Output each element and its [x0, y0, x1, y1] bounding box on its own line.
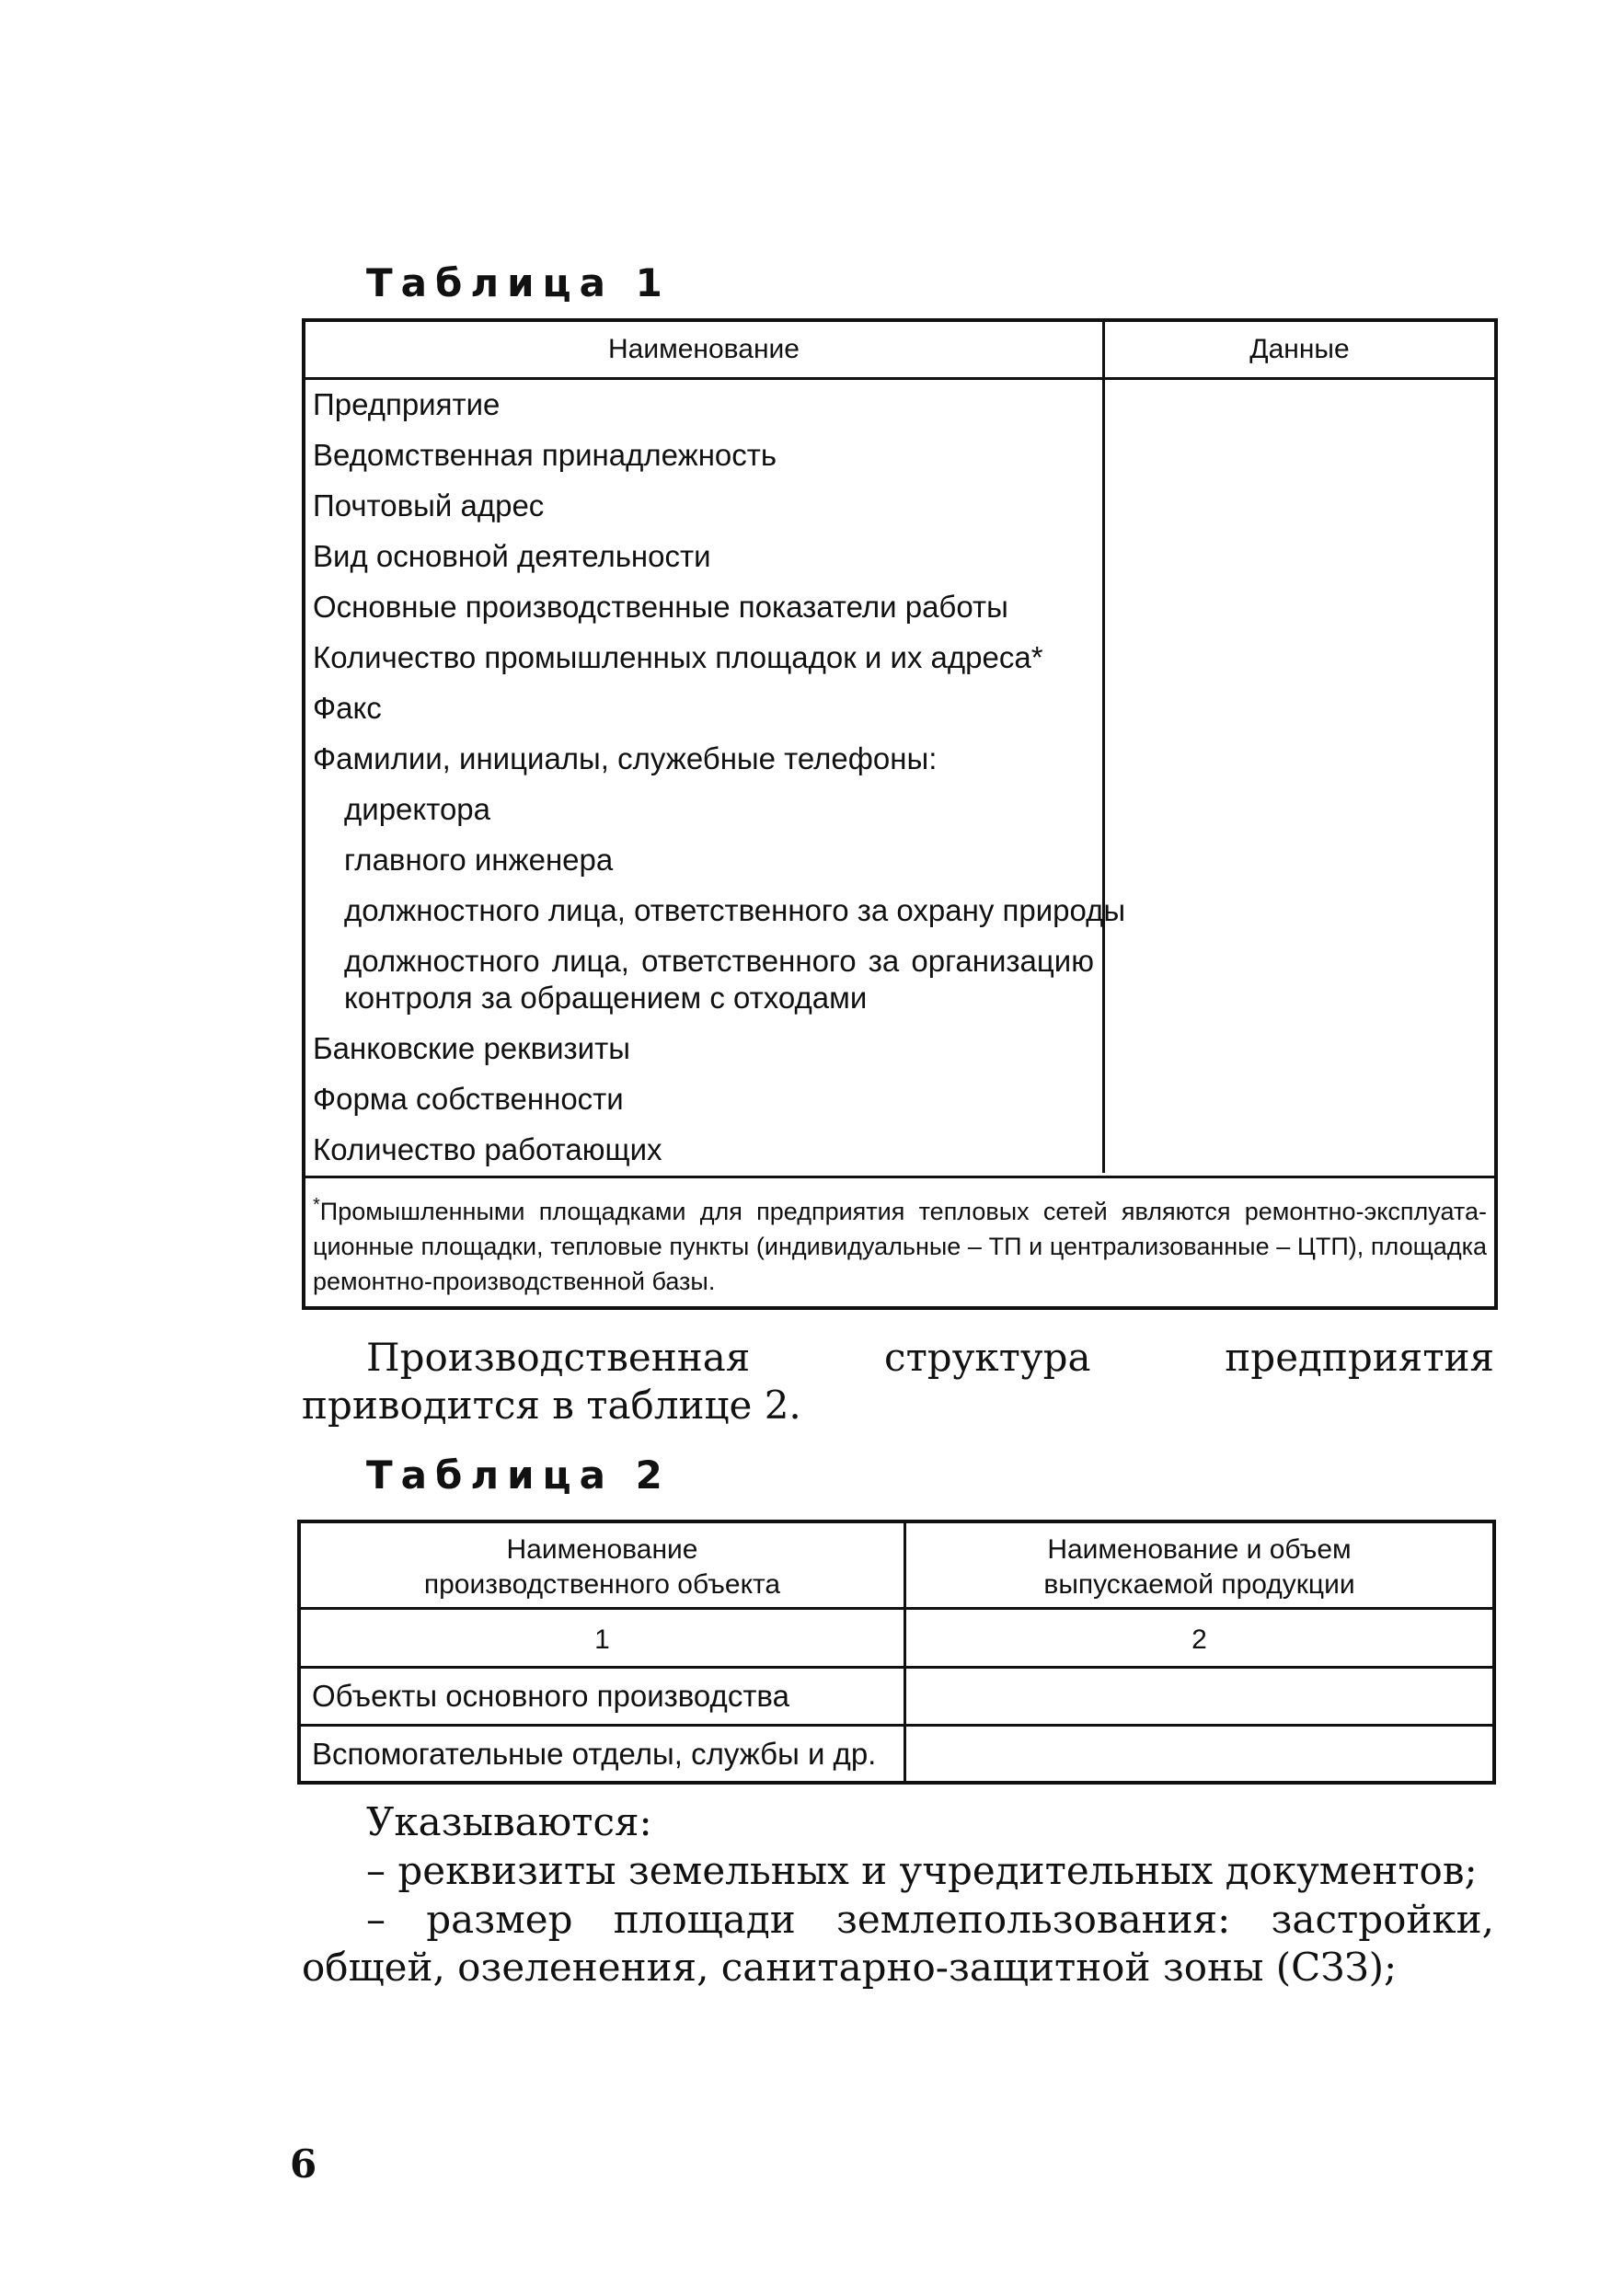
table1-caption: Таблица 1: [366, 260, 671, 305]
table1-footnote: [305, 1176, 1494, 1306]
table1: [302, 318, 1498, 1310]
header-line: Наименование: [506, 1534, 698, 1565]
header-line: выпускаемой продукции: [1043, 1569, 1355, 1600]
table1-row: Вид основной деятельности: [313, 539, 711, 573]
footnote-mark: *: [313, 1195, 320, 1215]
table2-divider: [301, 1607, 1492, 1610]
table1-row: Банковские реквизиты: [313, 1031, 630, 1065]
table1-row: Предприятие: [313, 387, 501, 421]
table1-row: директора: [344, 792, 491, 826]
table1-row: Количество работающих: [313, 1132, 662, 1166]
table1-column-divider: [1102, 322, 1105, 1173]
table1-row: должностного лица, ответственного за охрану природы: [344, 893, 1126, 927]
table2-column-number: 2: [1191, 1624, 1207, 1655]
table2-row-label: Объекты основного производства: [312, 1679, 789, 1713]
table1-row: Факс: [313, 691, 382, 725]
table2-column-number: 1: [594, 1624, 610, 1655]
table1-header-data: Данные: [1249, 334, 1350, 364]
table1-row: главного инженера: [344, 843, 614, 877]
page-number: 6: [290, 2141, 317, 2187]
list-item: – размер площади землепользования: застройки, общей, озеленения, санитарно-защитной зоны (СЗЗ);: [302, 1897, 1494, 1990]
specified-label: Указываются:: [366, 1799, 652, 1844]
list-item: – реквизиты земельных и учредительных документов;: [366, 1848, 1478, 1893]
table1-header-name: Наименование: [608, 334, 800, 364]
table1-row: Почтовый адрес: [313, 488, 545, 522]
table2: [297, 1520, 1496, 1785]
intro-paragraph: Производственная структура предприятия приводится в таблице 2.: [302, 1335, 1494, 1428]
table1-row: Ведомственная принадлежность: [313, 438, 777, 472]
table2-caption: Таблица 2: [366, 1452, 671, 1498]
table1-row: Форма собственности: [313, 1082, 624, 1116]
footnote-text: Промышленными площадками для предприятия тепловых сетей являются ремонтно-эксплуата-ционные площадки, тепловые пункты (индивидуальные – ТП и централизованные – ЦТП), площадка ремонтно-производственной базы.: [313, 1198, 1487, 1295]
table1-header-row: [305, 322, 1494, 380]
table2-header-product: [906, 1533, 1492, 1602]
table1-row: Основные производственные показатели работы: [313, 590, 1008, 624]
table1-row: Фамилии, инициалы, служебные телефоны:: [313, 741, 938, 775]
table1-row: Количество промышленных площадок и их адреса*: [313, 640, 1043, 674]
table2-row-label: Вспомогательные отделы, службы и др.: [312, 1737, 877, 1771]
table2-header-object: [301, 1533, 904, 1602]
header-line: производственного объекта: [423, 1569, 781, 1600]
table1-row: должностного лица, ответственного за организацию контроля за обращением с отходами: [344, 944, 1094, 1015]
header-line: Наименование и объем: [1047, 1534, 1352, 1565]
